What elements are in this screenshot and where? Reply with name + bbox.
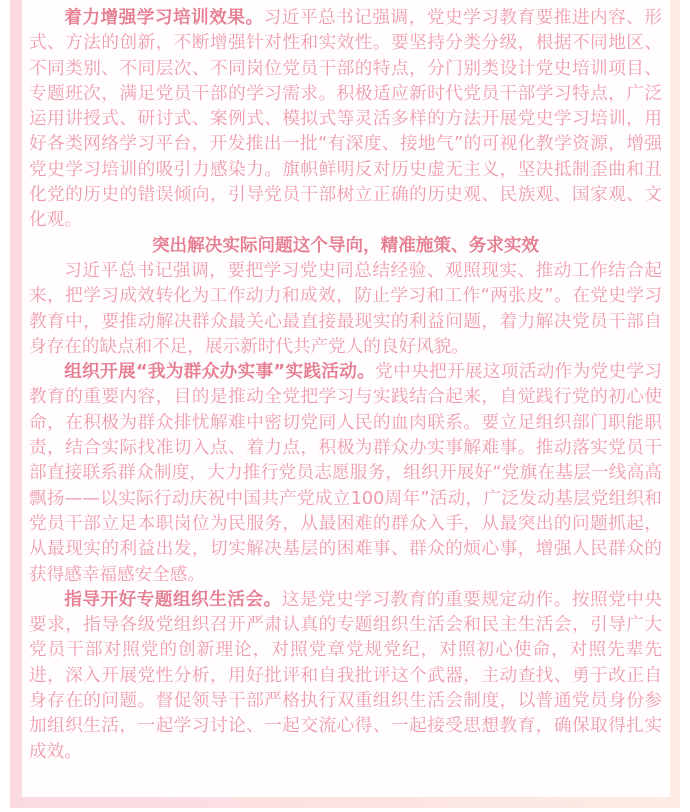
paragraph: 指导开好专题组织生活会。这是党史学习教育的重要规定动作。按照党中央要求，指导各级党组织召开严肃认真的专题组织生活会和民主生活会，引导广大党员干部对照党的创新理论，对照党章党规党纪，对照初心使命，对照先辈先进，深入开展党性分析，用好批评和自我批评这个武器，主动查找、勇于改正自身存在的问题。督促领导干部严格执行双重组织生活会制度，以普通党员身份参加组织生活，一起学习讨论、一起交流心得、一起接受思想教育，确保取得扎实成效。 (29, 589, 662, 762)
paragraph-lead: 指导开好专题组织生活会。 (64, 589, 282, 610)
paragraph-lead: 着力增强学习培训效果。 (64, 8, 264, 28)
paragraph: 习近平总书记强调，要把学习党史同总结经验、观照现实、推动工作结合起来，把学习成效转化为工作动力和成效，防止学习和工作“两张皮”。在党史学习教育中，要推动解决群众最关心最直接最现实的利益问题，着力解决党员干部自身存在的缺点和不足，展示新时代共产党人的良好风貌。 (29, 260, 662, 357)
section-heading: 突出解决实际问题这个导向，精准施策、务求实效 (151, 235, 540, 256)
article-content-box (22, 0, 670, 797)
page-background (10, 0, 680, 808)
paragraph: 组织开展“我为群众办实事”实践活动。党中央把开展这项活动作为党史学习教育的重要内容，目的是推动全党把学习与实践结合起来，自觉践行党的初心使命，在积极为群众排忧解难中密切党同人民的血肉联系。要立足组织部门职能职责，结合实际找准切入点、着力点，积极为群众办实事解难事。推动落实党员干部直接联系群众制度，大力推行党员志愿服务，组织开展好“党旗在基层一线高高飘扬——以实际行动庆祝中国共产党成立100周年”活动，广泛发动基层党组织和党员干部立足本职岗位为民服务，从最困难的群众入手，从最突出的问题抓起，从最现实的利益出发，切实解决基层的困难事、群众的烦心事，增强人民群众的获得感幸福感安全感。 (29, 362, 662, 585)
paragraph-lead: 组织开展“我为群众办实事”实践活动。 (64, 362, 376, 383)
article-body (29, 6, 662, 765)
paragraph: 着力增强学习培训效果。习近平总书记强调，党史学习教育要推进内容、形式、方法的创新，不断增强针对性和实效性。要坚持分类分级，根据不同地区、不同类别、不同层次、不同岗位党员干部的特点，分门别类设计党史培训项目、专题班次，满足党员干部的学习需求。积极适应新时代党员干部学习特点，广泛运用讲授式、研讨式、案例式、模拟式等灵活多样的方法开展党史学习培训，用好各类网络学习平台，开发推出一批“有深度、接地气”的可视化教学资源，增强党史学习培训的吸引力感染力。旗帜鲜明反对历史虚无主义，坚决抵制歪曲和丑化党的历史的错误倾向，引导党员干部树立正确的历史观、民族观、国家观、文化观。 (29, 8, 662, 231)
